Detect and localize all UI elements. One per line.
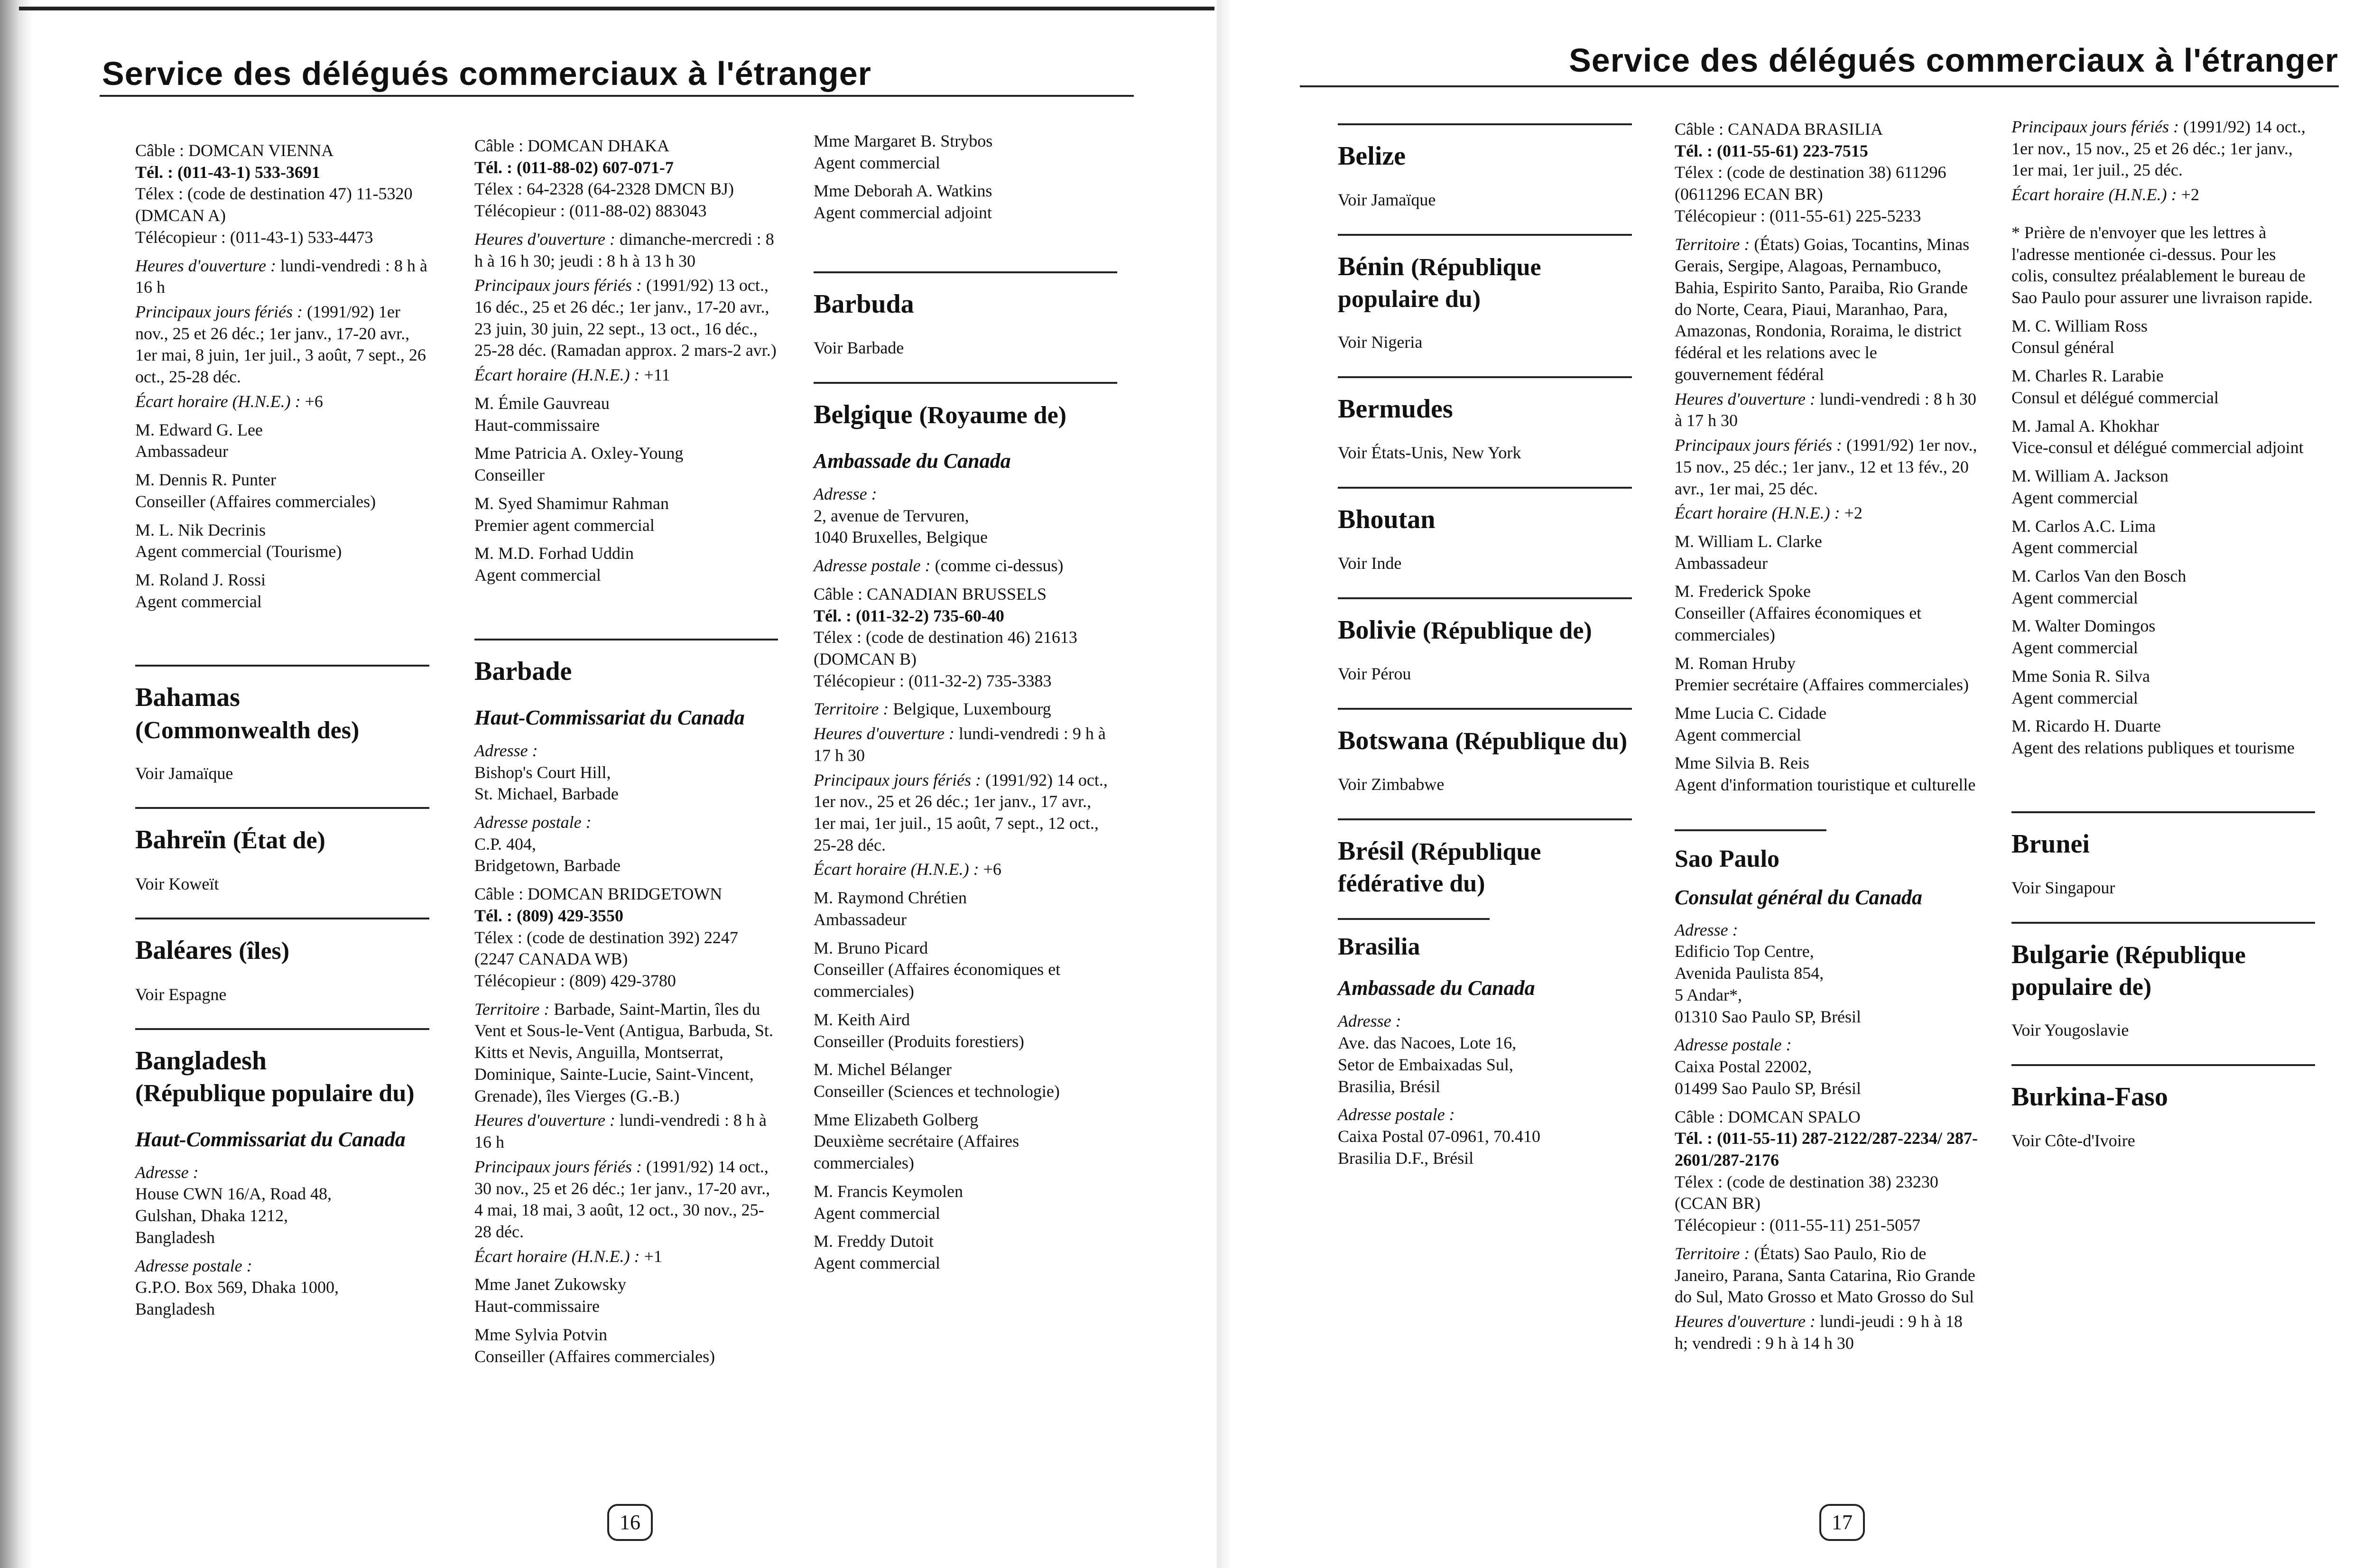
fax-line: Télécopieur : (011-43-1) 533-4473: [135, 227, 373, 247]
person-entry: M. Charles R. Larabie Consul et délégué commercial: [2011, 366, 2219, 407]
saopaulo-contact: Câble : DOMCAN SPALO Tél. : (011-55-11) 287-2122/287-2234/ 287-2601/287-2176 Télex : (code de destination 38) 23230 (CCAN BR) Télécopieur : (011-55-11) 251-5057: [1675, 1107, 1978, 1235]
country-heading: Bangladesh (République populaire du): [135, 1046, 415, 1107]
section-baleares: [135, 918, 429, 1005]
mission-heading: Ambassade du Canada: [1338, 976, 1535, 1000]
person-entry: Mme Elizabeth Golberg Deuxième secrétaire (Affaires commerciales): [814, 1110, 1019, 1173]
book-gutter: [1217, 0, 1231, 1568]
country-heading: Bahamas (Commonwealth des): [135, 683, 360, 744]
country-heading: Belgique (Royaume de): [814, 399, 1066, 429]
right-column-1: [1338, 123, 1632, 1169]
person-entry: Mme Sylvia Potvin Conseiller (Affaires commerciales): [474, 1325, 715, 1366]
address-block: Adresse : House CWN 16/A, Road 48, Gulshan, Dhaka 1212, Bangladesh: [135, 1162, 332, 1247]
country-heading: Barbuda: [814, 289, 914, 319]
person-entry: Mme Deborah A. Watkins Agent commercial adjoint: [814, 181, 992, 223]
person-entry: M. William A. Jackson Agent commercial: [2011, 466, 2168, 507]
belgique-contact: Câble : CANADIAN BRUSSELS Tél. : (011-32-2) 735-60-40 Télex : (code de destination 46) 21613 (DOMCAN B) Télécopieur : (011-32-2) 735-3383: [814, 584, 1077, 690]
country-heading: Bahreïn (État de): [135, 825, 325, 855]
right-page: [1231, 0, 2372, 1568]
see-reference: Voir Nigeria: [1338, 333, 1423, 352]
see-reference: Voir Inde: [1338, 554, 1402, 573]
postal-address-block: Adresse postale : C.P. 404, Bridgetown, Barbade: [474, 813, 621, 875]
mission-heading: Consulat général du Canada: [1675, 885, 1923, 909]
see-reference: Voir Barbade: [814, 338, 904, 358]
person-entry: M. Carlos A.C. Lima Agent commercial: [2011, 516, 2156, 557]
tel-line: Tél. : (011-43-1) 533-3691: [135, 162, 320, 182]
section-brunei: [2011, 811, 2315, 899]
page-header: Service des délégués commerciaux à l'étranger: [1569, 42, 2338, 79]
section-barbade: [474, 639, 778, 1368]
belgique-info: Territoire : Belgique, Luxembourg Heures d'ouverture : lundi-vendredi : 9 h à 17 h 30 Principaux jours fériés : (1991/92) 14 oct., 1er nov., 25 et 26 déc.; 1er janv., 17 avr., 1er mai, 1er juil., 15 août, 7 sept., 12 oct., 25-28 déc. Écart horaire (H.N.E.) : +6: [814, 699, 1108, 879]
country-heading: Bolivie (République de): [1338, 615, 1592, 645]
person-entry: M. Émile Gauvreau Haut-commissaire: [474, 393, 610, 435]
see-reference: Voir Côte-d'Ivoire: [2011, 1131, 2135, 1150]
person-entry: M. Frederick Spoke Conseiller (Affaires économiques et commerciales): [1675, 582, 1922, 644]
address-block: Adresse : Ave. das Nacoes, Lote 16, Setor de Embaixadas Sul, Brasilia, Brésil: [1338, 1011, 1517, 1096]
postal-address-block: Adresse postale : Caixa Postal 22002, 01499 Sao Paulo SP, Brésil: [1675, 1035, 1862, 1098]
dhaka-contact: Câble : DOMCAN DHAKA Tél. : (011-88-02) 607-071-7 Télex : 64-2328 (64-2328 DMCN BJ) Télécopieur : (011-88-02) 883043: [474, 136, 734, 221]
see-reference: Voir Pérou: [1338, 664, 1411, 683]
sub-rule: [1338, 918, 1490, 920]
country-heading: Bermudes: [1338, 394, 1453, 424]
city-heading: Sao Paulo: [1675, 845, 1780, 872]
section-bangladesh: [135, 1028, 429, 1320]
address-block: Adresse : Edificio Top Centre, Avenida Paulista 854, 5 Andar*, 01310 Sao Paulo SP, Brésil: [1675, 920, 1862, 1026]
section-burkina-faso: [2011, 1064, 2315, 1152]
country-heading: Botswana (République du): [1338, 725, 1628, 755]
header-rule: [100, 95, 1134, 97]
vienna-contact: [135, 140, 429, 249]
mission-heading: Ambassade du Canada: [814, 449, 1011, 473]
country-heading: Bénin (République populaire du): [1338, 251, 1541, 313]
left-column-2: [474, 135, 778, 1367]
section-belize: [1338, 123, 1632, 211]
person-entry: M. Syed Shamimur Rahman Premier agent commercial: [474, 493, 669, 535]
vienna-info: [135, 255, 429, 413]
person-entry: M. Freddy Dutoit Agent commercial: [814, 1232, 940, 1272]
person-entry: M. Roman Hruby Premier secrétaire (Affaires commerciales): [1675, 653, 1969, 695]
section-benin: [1338, 234, 1632, 353]
person-entry: M. C. William Ross Consul général: [2011, 316, 2148, 357]
hours-line: Heures d'ouverture : lundi-vendredi : 8 h à 16 h: [135, 256, 427, 297]
mission-heading: Haut-Commissariat du Canada: [135, 1127, 406, 1151]
left-column-3: [814, 130, 1117, 1274]
page-number: 16: [607, 1504, 653, 1541]
brasilia-contact: Câble : CANADA BRASILIA Tél. : (011-55-61) 223-7515 Télex : (code de destination 38) 611296 (0611296 ECAN BR) Télécopieur : (011-55-61) 225-5233: [1675, 120, 1946, 225]
person-entry: M. Jamal A. Khokhar Vice-consul et délégué commercial adjoint: [2011, 416, 2304, 457]
dhaka-info: Heures d'ouverture : dimanche-mercredi : 8 h à 16 h 30; jeudi : 8 h à 13 h 30 Principaux jours fériés : (1991/92) 13 oct., 16 déc., 25 et 26 déc.; 1er janv., 17-20 avr., 23 juin, 30 juin, 22 sept., 13 oct., 16 déc., 25-28 déc. (Ramadan approx. 2 mars-2 avr.) Écart horaire (H.N.E.) : +11: [474, 229, 777, 385]
brasilia-info: Territoire : (États) Goias, Tocantins, Minas Gerais, Sergipe, Alagoas, Pernambuco, Bahia, Espirito Santo, Paraiba, Rio Grande do Norte, Ceara, Piaui, Maranhao, Para, Amazonas, Rondonia, Roraima, le district fédéral et les relations avec le gouvernement fédéral Heures d'ouverture : lundi-vendredi : 8 h 30 à 17 h 30 Principaux jours fériés : (1991/92) 1er nov., 15 nov., 25 déc.; 1er janv., 12 et 13 fév., 20 avr., 1er mai, 25 déc. Écart horaire (H.N.E.) : +2: [1675, 234, 1977, 523]
person-entry: M. Keith Aird Conseiller (Produits forestiers): [814, 1010, 1024, 1051]
section-bahamas: [135, 665, 429, 784]
section-bulgarie: [2011, 922, 2315, 1041]
shipping-note: * Prière de n'envoyer que les lettres à l'adresse mentionée ci-dessus. Pour les colis, consultez préalablement le bureau de Sao Paulo pour assurer une livraison rapide.: [2011, 223, 2313, 307]
see-reference: Voir Jamaïque: [1338, 190, 1436, 210]
mission-heading: Haut-Commissariat du Canada: [474, 705, 745, 729]
left-column-1: [135, 140, 429, 1320]
holidays-line: Principaux jours fériés : (1991/92) 1er nov., 25 et 26 déc.; 1er janv., 17-20 avr., 1er mai, 8 juin, 1er juil., 3 août, 7 sept., 26 oct., 25-28 déc.: [135, 302, 426, 387]
person-entry: M. Edward G. Lee Ambassadeur: [135, 420, 263, 461]
postal-address-block: Adresse postale : Caixa Postal 07-0961, 70.410 Brasilia D.F., Brésil: [1338, 1105, 1540, 1168]
section-bermudes: [1338, 376, 1632, 464]
person-entry: Mme Sonia R. Silva Agent commercial: [2011, 666, 2150, 707]
postal-address-block: Adresse postale : (comme ci-dessus): [814, 556, 1064, 575]
right-column-3: [2011, 116, 2315, 1157]
person-entry: M. Roland J. Rossi Agent commercial: [135, 570, 266, 611]
address-block: Adresse : 2, avenue de Tervuren, 1040 Bruxelles, Belgique: [814, 484, 988, 547]
person-entry: M. Bruno Picard Conseiller (Affaires économiques et commerciales): [814, 938, 1061, 1001]
city-heading: Brasilia: [1338, 933, 1420, 960]
country-heading: Bulgarie (République populaire de): [2011, 939, 2246, 1001]
person-entry: M. Carlos Van den Bosch Agent commercial: [2011, 566, 2187, 607]
saopaulo-info: Territoire : (États) Sao Paulo, Rio de Janeiro, Parana, Santa Catarina, Rio Grande do Sul, Mato Grosso et Mato Grosso do Sul Heures d'ouverture : lundi-jeudi : 9 h à 18 h; vendredi : 9 h à 14 h 30: [1675, 1243, 1975, 1353]
person-entry: M. Walter Domingos Agent commercial: [2011, 616, 2156, 658]
sub-rule: [1675, 829, 1826, 831]
see-reference: Voir Singapour: [2011, 878, 2115, 897]
person-entry: M. William L. Clarke Ambassadeur: [1675, 531, 1822, 573]
page-number: 17: [1819, 1504, 1865, 1541]
person-entry: Mme Lucia C. Cidade Agent commercial: [1675, 703, 1826, 744]
person-entry: M. Raymond Chrétien Ambassadeur: [814, 888, 967, 929]
country-heading: Baléares (îles): [135, 936, 290, 965]
see-reference: Voir États-Unis, New York: [1338, 443, 1521, 463]
telex-line: Télex : (code de destination 47) 11-5320 (DMCAN A): [135, 184, 413, 225]
person-entry: M. Francis Keymolen Agent commercial: [814, 1181, 963, 1223]
see-reference: Voir Jamaïque: [135, 763, 233, 783]
country-heading: Bhoutan: [1338, 504, 1436, 534]
person-entry: M. Dennis R. Punter Conseiller (Affaires commerciales): [135, 470, 376, 511]
see-reference: Voir Koweït: [135, 874, 219, 893]
person-entry: M. L. Nik Decrinis Agent commercial (Tourisme): [135, 520, 342, 561]
person-entry: M. M.D. Forhad Uddin Agent commercial: [474, 544, 634, 585]
postal-address-block: Adresse postale : G.P.O. Box 569, Dhaka 1000, Bangladesh: [135, 1256, 339, 1318]
country-heading: Brunei: [2011, 829, 2090, 859]
person-entry: M. Ricardo H. Duarte Agent des relations publiques et tourisme: [2011, 716, 2295, 757]
cable-line: Câble : DOMCAN VIENNA: [135, 141, 334, 160]
header-rule: [1300, 85, 2339, 87]
country-heading: Belize: [1338, 141, 1406, 171]
see-reference: Voir Espagne: [135, 984, 227, 1004]
person-entry: Mme Silvia B. Reis Agent d'information touristique et culturelle: [1675, 753, 1976, 795]
person-entry: Mme Janet Zukowsky Haut-commissaire: [474, 1275, 626, 1316]
saopaulo-info-cont: Principaux jours fériés : (1991/92) 14 oct., 1er nov., 15 nov., 25 et 26 déc.; 1er janv., 1er mai, 1er juil., 25 déc. Écart horaire (H.N.E.) : +2: [2011, 117, 2306, 204]
see-reference: Voir Yougoslavie: [2011, 1020, 2129, 1039]
timezone-line: Écart horaire (H.N.E.) : +6: [135, 391, 323, 411]
country-heading: Brésil (République fédérative du): [1338, 836, 1541, 897]
country-heading: Barbade: [474, 656, 572, 686]
section-belgique: [814, 382, 1117, 1274]
barbade-contact: Câble : DOMCAN BRIDGETOWN Tél. : (809) 429-3550 Télex : (code de destination 392) 2247 (2247 CANADA WB) Télécopieur : (809) 429-3780: [474, 884, 738, 991]
person-entry: Mme Patricia A. Oxley-Young Conseiller: [474, 444, 684, 485]
section-barbuda: [814, 271, 1117, 359]
section-botswana: [1338, 708, 1632, 796]
address-block: Adresse : Bishop's Court Hill, St. Michael, Barbade: [474, 741, 619, 804]
barbade-info: Territoire : Barbade, Saint-Martin, îles du Vent et Sous-le-Vent (Antigua, Barbuda, St. Kitts et Nevis, Anguilla, Montserrat, Dominique, Sainte-Lucie, Saint-Vincent, Grenade), îles Vierges (G.-B.) Heures d'ouverture : lundi-vendredi : 8 h à 16 h Principaux jours fériés : (1991/92) 14 oct., 30 nov., 25 et 26 déc.; 1er janv., 17-20 avr., 4 mai, 18 mai, 3 août, 12 oct., 30 nov., 25-28 déc. Écart horaire (H.N.E.) : +1: [474, 999, 773, 1266]
section-bahrein: [135, 807, 429, 895]
country-heading: Burkina-Faso: [2011, 1082, 2168, 1112]
see-reference: Voir Zimbabwe: [1338, 774, 1445, 794]
section-bhoutan: [1338, 487, 1632, 575]
person-entry: M. Michel Bélanger Conseiller (Sciences et technologie): [814, 1060, 1060, 1101]
section-bolivie: [1338, 597, 1632, 685]
page-header: Service des délégués commerciaux à l'étranger: [102, 55, 871, 92]
person-entry: Mme Margaret B. Strybos Agent commercial: [814, 131, 993, 172]
section-bresil: [1338, 818, 1632, 1169]
right-column-2: [1675, 119, 1978, 1354]
